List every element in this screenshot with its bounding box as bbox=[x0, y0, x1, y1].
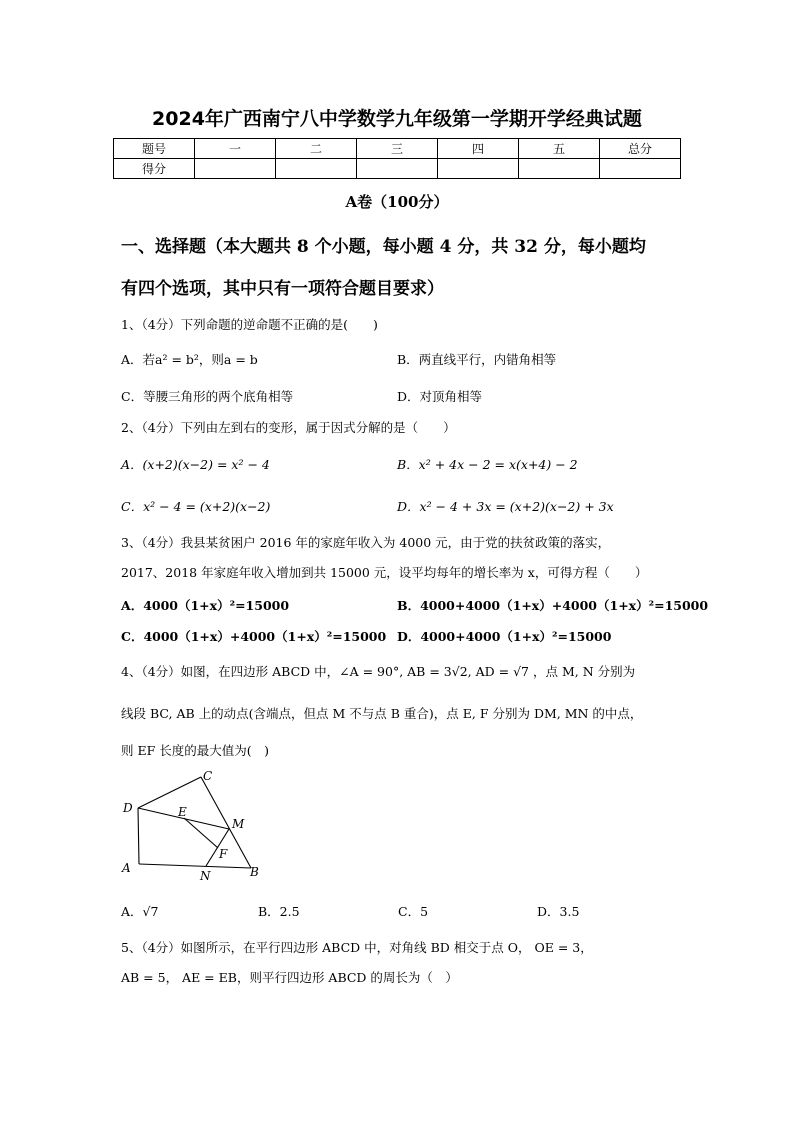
score-input-cell bbox=[519, 159, 600, 179]
q2-option-c: C．x² − 4 = (x+2)(x−2) bbox=[121, 499, 271, 514]
q3-stem-line1: 3、（4分）我县某贫困户 2016 年的家庭年收入为 4000 元，由于党的扶贫政策的落实， bbox=[121, 535, 611, 550]
q5-stem-line2: AB = 5， AE = EB，则平行四边形 ABCD 的周长为（ ） bbox=[121, 970, 458, 985]
score-input-cell bbox=[195, 159, 276, 179]
label-n: N bbox=[200, 869, 211, 883]
q4-quadrilateral-figure bbox=[118, 766, 278, 886]
exam-title: 2024年广西南宁八中学数学九年级第一学期开学经典试题 bbox=[152, 108, 642, 130]
q1-stem: 1、（4分）下列命题的逆命题不正确的是( ) bbox=[121, 317, 378, 332]
q1-option-d: D．对顶角相等 bbox=[397, 389, 483, 404]
q2-stem: 2、（4分）下列由左到右的变形，属于因式分解的是（ ） bbox=[121, 420, 456, 435]
q4-option-a: A．√7 bbox=[121, 904, 159, 919]
q1-option-a: A．若a² = b²，则a = b bbox=[121, 352, 258, 367]
q2-option-a: A．(x+2)(x−2) = x² − 4 bbox=[121, 457, 270, 472]
segment-ad bbox=[138, 808, 139, 864]
q3-option-d: D．4000+4000（1+x）²=15000 bbox=[397, 629, 612, 644]
section1-title-line1: 一、选择题（本大题共 8 个小题，每小题 4 分，共 32 分，每小题均 bbox=[121, 237, 646, 257]
label-c: C bbox=[203, 769, 213, 783]
score-table-cell: 三 bbox=[357, 139, 438, 159]
score-table bbox=[113, 138, 681, 179]
label-f: F bbox=[219, 847, 228, 861]
score-input-cell bbox=[438, 159, 519, 179]
q1-option-c: C．等腰三角形的两个底角相等 bbox=[121, 389, 294, 404]
q2-option-b: B．x² + 4x − 2 = x(x+4) − 2 bbox=[397, 457, 578, 472]
score-table-cell: 五 bbox=[519, 139, 600, 159]
q4-option-b: B．2.5 bbox=[258, 904, 300, 919]
section-a-heading: A卷（100分） bbox=[345, 193, 449, 211]
q3-option-c: C．4000（1+x）+4000（1+x）²=15000 bbox=[121, 629, 387, 644]
q3-option-b: B．4000+4000（1+x）+4000（1+x）²=15000 bbox=[397, 598, 709, 613]
label-d: D bbox=[123, 801, 133, 815]
score-table-header-row bbox=[114, 139, 681, 159]
label-m: M bbox=[232, 817, 245, 831]
score-table-score-row bbox=[114, 159, 681, 179]
label-b: B bbox=[250, 865, 259, 879]
score-table-row-label: 得分 bbox=[114, 159, 195, 179]
q3-stem-line2: 2017、2018 年家庭年收入增加到共 15000 元，设平均每年的增长率为 x，可得方程（ ） bbox=[121, 565, 648, 580]
segment-ab bbox=[139, 864, 251, 868]
q4-stem-line1: 4、（4分）如图，在四边形 ABCD 中，∠A = 90°, AB = 3√2, AD = √7 ，点 M, N 分别为 bbox=[121, 664, 636, 679]
score-table-cell: 二 bbox=[276, 139, 357, 159]
score-table-cell: 总分 bbox=[600, 139, 681, 159]
q4-stem-line2: 线段 BC, AB 上的动点(含端点，但点 M 不与点 B 重合)，点 E, F 分别为 DM, MN 的中点， bbox=[121, 706, 643, 721]
score-table-cell: 四 bbox=[438, 139, 519, 159]
label-a: A bbox=[122, 861, 131, 875]
q4-option-d: D．3.5 bbox=[537, 904, 580, 919]
score-input-cell bbox=[276, 159, 357, 179]
q5-stem-line1: 5、（4分）如图所示，在平行四边形 ABCD 中，对角线 BD 相交于点 O， OE = 3， bbox=[121, 940, 593, 955]
score-input-cell bbox=[357, 159, 438, 179]
q3-option-a: A．4000（1+x）²=15000 bbox=[121, 598, 290, 613]
q2-option-d: D．x² − 4 + 3x = (x+2)(x−2) + 3x bbox=[397, 499, 614, 514]
q1-option-b: B．两直线平行，内错角相等 bbox=[397, 352, 557, 367]
segment-dc bbox=[138, 777, 201, 808]
section1-title-line2: 有四个选项，其中只有一项符合题目要求） bbox=[121, 279, 444, 299]
score-table-cell: 一 bbox=[195, 139, 276, 159]
label-e: E bbox=[178, 805, 187, 819]
score-table-cell: 题号 bbox=[114, 139, 195, 159]
q4-option-c: C．5 bbox=[398, 904, 429, 919]
q4-stem-line3: 则 EF 长度的最大值为( ) bbox=[121, 743, 269, 758]
score-input-cell bbox=[600, 159, 681, 179]
